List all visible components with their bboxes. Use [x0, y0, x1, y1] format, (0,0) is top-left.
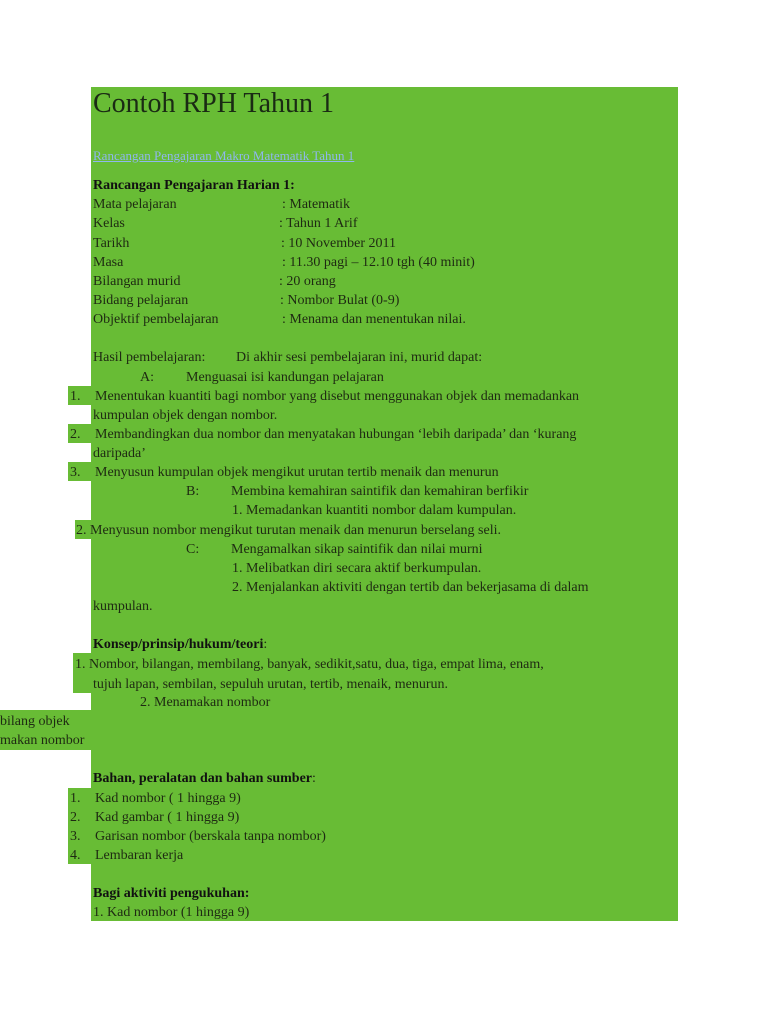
a-item-1-num: 1.	[70, 389, 81, 404]
bahan-item-4-text: Lembaran kerja	[95, 848, 184, 863]
section-a-letter: A:	[140, 370, 154, 385]
info-value-time: : 11.30 pagi – 12.10 tgh (40 minit)	[282, 255, 475, 270]
bahan-item-4-num: 4.	[70, 848, 81, 863]
a-item-3-line1: Menyusun kumpulan objek mengikut urutan tertib menaik dan menurun	[95, 465, 499, 480]
b-item-2: 2. Menyusun nombor mengikut turutan menaik dan menurun berselang seli.	[76, 523, 501, 538]
a-item-1-line2: kumpulan objek dengan nombor.	[93, 408, 278, 423]
konsep-colon: :	[263, 637, 268, 652]
makro-link[interactable]: Rancangan Pengajaran Makro Matematik Tahun 1	[93, 148, 355, 163]
info-label-area: Bidang pelajaran	[93, 293, 189, 308]
konsep-item-2: 2. Menamakan nombor	[140, 695, 271, 710]
info-label-objective: Objektif pembelajaran	[93, 312, 219, 327]
pengukuhan-item-1: 1. Kad nombor (1 hingga 9)	[93, 905, 250, 920]
konsep-item-1-line1: 1. Nombor, bilangan, membilang, banyak, sedikit,satu, dua, tiga, empat lima, enam,	[75, 657, 544, 672]
section-b-text: Membina kemahiran saintifik dan kemahiran berfikir	[231, 484, 529, 499]
info-label-class: Kelas	[93, 216, 125, 231]
a-item-2-line2: daripada’	[93, 446, 146, 461]
info-value-students: : 20 orang	[279, 274, 336, 289]
section-b-letter: B:	[186, 484, 200, 499]
bahan-heading: Bahan, peralatan dan bahan sumber	[93, 771, 313, 786]
info-label-students: Bilangan murid	[93, 274, 181, 289]
a-item-2-line1: Membandingkan dua nombor dan menyatakan hubungan ‘lebih daripada’ dan ‘kurang	[95, 427, 577, 442]
info-value-subject: : Matematik	[282, 197, 351, 212]
bahan-item-1-num: 1.	[70, 791, 81, 806]
info-value-date: : 10 November 2011	[281, 236, 396, 251]
info-label-subject: Mata pelajaran	[93, 197, 177, 212]
a-item-1-line1: Menentukan kuantiti bagi nombor yang disebut menggunakan objek dan memadankan	[95, 389, 580, 404]
info-label-time: Masa	[93, 255, 124, 270]
b-item-1: 1. Memadankan kuantiti nombor dalam kumpulan.	[232, 503, 517, 518]
a-item-3-num: 3.	[70, 465, 81, 480]
konsep-heading-line	[93, 635, 267, 654]
bahan-item-3-text: Garisan nombor (berskala tanpa nombor)	[95, 829, 326, 844]
cutoff-text-1: bilang objek	[0, 714, 70, 729]
section-c-letter: C:	[186, 542, 200, 557]
bahan-colon: :	[312, 771, 316, 786]
rph-heading: Rancangan Pengajaran Harian 1:	[93, 178, 295, 193]
c-item-1: 1. Melibatkan diri secara aktif berkumpulan.	[232, 561, 482, 576]
info-value-class: : Tahun 1 Arif	[279, 216, 358, 231]
section-c-text: Mengamalkan sikap saintifik dan nilai murni	[231, 542, 483, 557]
c-item-2-line2: kumpulan.	[93, 599, 153, 614]
info-value-objective: : Menama dan menentukan nilai.	[282, 312, 466, 327]
a-item-2-num: 2.	[70, 427, 81, 442]
bahan-item-2-num: 2.	[70, 810, 81, 825]
pengukuhan-heading: Bagi aktiviti pengukuhan:	[93, 886, 250, 901]
konsep-item-1-line2: tujuh lapan, sembilan, sepuluh urutan, tertib, menaik, menurun.	[93, 677, 448, 692]
hasil-label: Hasil pembelajaran:	[93, 350, 206, 365]
info-label-date: Tarikh	[93, 236, 130, 251]
info-value-area: : Nombor Bulat (0-9)	[280, 293, 400, 308]
konsep-heading: Konsep/prinsip/hukum/teori	[93, 637, 264, 652]
bahan-item-3-num: 3.	[70, 829, 81, 844]
section-a-text: Menguasai isi kandungan pelajaran	[186, 370, 384, 385]
bahan-item-2-text: Kad gambar ( 1 hingga 9)	[95, 810, 240, 825]
cutoff-text-2: makan nombor	[0, 733, 85, 748]
c-item-2-line1: 2. Menjalankan aktiviti dengan tertib dan bekerjasama di dalam	[232, 580, 589, 595]
page-title: Contoh RPH Tahun 1	[93, 88, 334, 119]
hasil-text: Di akhir sesi pembelajaran ini, murid dapat:	[236, 350, 483, 365]
bahan-heading-line	[93, 769, 316, 788]
bahan-item-1-text: Kad nombor ( 1 hingga 9)	[95, 791, 241, 806]
